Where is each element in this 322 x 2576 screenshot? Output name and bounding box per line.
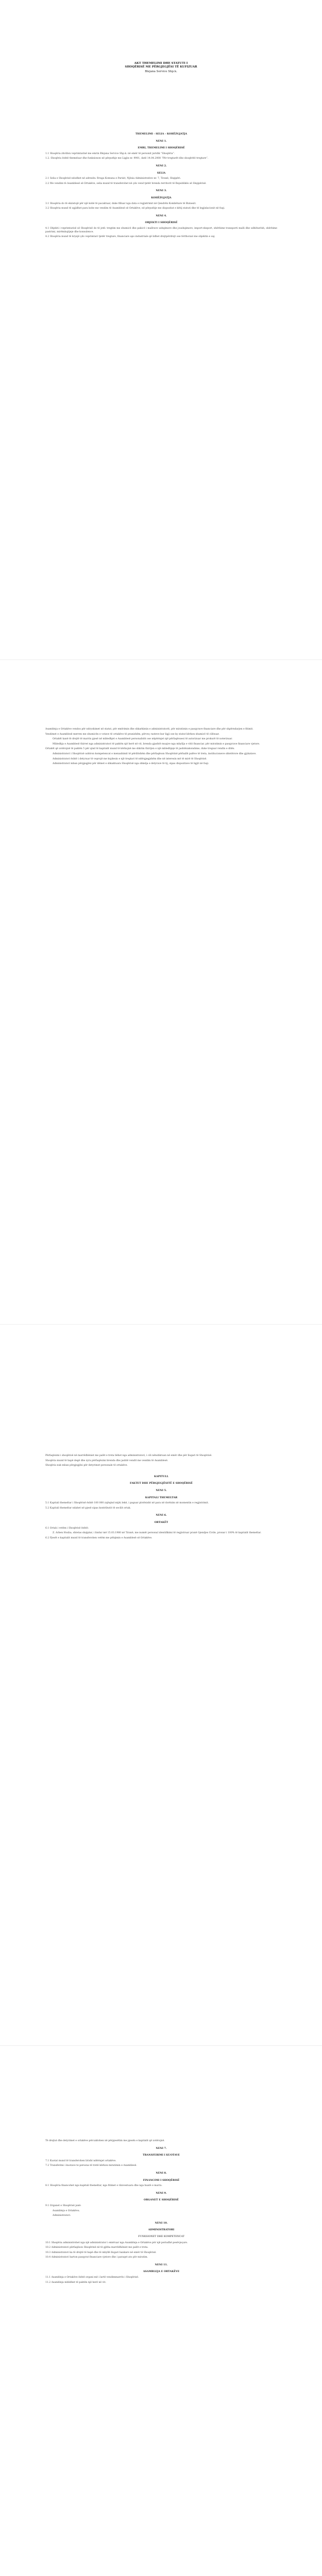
section-title: THEMELIMI - SELIA - KOHËZGJATJA — [135, 132, 188, 135]
title-line-1: AKT THEMELIMI DHE STATUTI I — [134, 62, 188, 65]
paragraph: 8.1 Shoqëria financohet nga kapitali themeltar, nga fitimet e riinvestuara dhe nga huatë e marra. — [45, 2184, 162, 2188]
paragraph: 10.3 Administratori ka të drejtë të hapë dhe të mbyllë llogari bankare në emër të Shoqërisë. — [45, 2251, 157, 2254]
paragraph: Asambleja e Ortakëve vendos për ndryshimet në statut, për emërimin dhe shkarkimin e administratorit, për miratimin e pasqyrave financiare dhe për shpërndarjen e fitimit. — [45, 728, 253, 731]
paragraph: 7.2 Transferimi i kuotave te persona të tretë kërkon miratimin e Asamblesë. — [45, 2164, 137, 2167]
list-item: Administratori. — [53, 2214, 71, 2217]
document-page-4 — [0, 2076, 322, 2576]
document-page-3 — [0, 1386, 322, 2046]
article-number: NENI 2. — [156, 164, 167, 167]
article-heading: KOHËZGJATJA — [151, 196, 172, 199]
article-number: NENI 11. — [155, 2263, 168, 2266]
page3-body — [45, 1453, 277, 1541]
paragraph: Shoqëria mund të hapë degë dhe zyra përfaqësimi brenda dhe jashtë vendit me vendim të Asamblesë. — [45, 1459, 168, 1462]
company-name: Blejana Service Shp.k. — [145, 70, 177, 73]
article-number: NENI 9. — [156, 2191, 167, 2195]
article-heading: ORTAKËT — [154, 1520, 168, 1524]
article-subheading: FUNKSIONET DHE KOMPETENCAT — [138, 2235, 184, 2238]
article-number: NENI 6. — [156, 1514, 167, 1517]
chapter-label: KAPITULL — [154, 1475, 169, 1478]
page4-body — [45, 2138, 277, 2286]
article-number: NENI 5. — [156, 1488, 167, 1492]
document-page-2 — [0, 665, 322, 1325]
paragraph: Ortakët që zotërojnë të paktën 5 për qind të kapitalit mund të kërkojnë me shkrim thirrjen e një mbledhjeje të jashtëzakonshme, duke treguar rendin e ditës. — [45, 748, 235, 751]
paragraph: 3.1 Shoqëria do të ekzistojë për një kohë të pacaktuar, duke filluar nga data e regjistrimit në Qendrën Kombëtare të Biznesit. — [45, 202, 196, 205]
paragraph: Përfaqësimi i shoqërisë në marrëdhëniet me palët e treta bëhet nga administratori, i cili nënshkruan në emër dhe për llogari të Shoqërisë. — [45, 1454, 212, 1457]
paragraph: Të drejtat dhe detyrimet e ortakëve përcaktohen në përpjesëtim me pjesën e kapitalit që zotërojnë. — [45, 2140, 165, 2142]
paragraph: 4.2 Shoqëria mund të kryejë çdo veprimtari tjetër tregtare, financiare apo industriale që lidhet drejtpërdrejt ose tërthorazi me objektin e saj. — [45, 235, 215, 239]
paragraph: Mbledhja e Asamblesë thirret nga administratori të paktën një herë në vit, brenda gjashtë muajve nga mbyllja e vitit financiar, për miratimin e pasqyrave financiare vjetore. — [53, 742, 260, 745]
paragraph: Administratori mban përgjegjësi për dëmet e shkaktuara Shoqërisë nga shkelja e detyrave të tij, sipas dispozitave të ligjit në fuqi. — [53, 762, 209, 766]
article-heading: EMRI, THEMELIMI I SHOQËRISË — [138, 146, 185, 150]
article-heading: FINANCIMI I SHOQËRISË — [143, 2178, 180, 2182]
paragraph: 2.1 Selia e Shoqërisë ndodhet në adresën: Rruga Komuna e Parisit, Njësia Administrative nr. 7, Tiranë, Shqipëri. — [45, 177, 181, 180]
paragraph: 5.1 Kapitali themeltar i Shoqërisë është 100 000 (njëqind mijë) lekë, i paguar plotësisht në para në dorëzim në momentin e regjistrimit. — [45, 1502, 209, 1505]
paragraph: 9.1 Organet e Shoqërisë janë: — [45, 2204, 81, 2207]
paragraph: 1.2. Shoqëria është themeluar dhe funksionon në përputhje me Ligjin nr. 9901, datë 14.04.2008 “Për tregtarët dhe shoqëritë tregtare”. — [45, 157, 209, 160]
article-number: NENI 4. — [156, 214, 167, 217]
paragraph: 11.2 Asambleja mblidhet të paktën një herë në vit. — [45, 2281, 106, 2284]
document-page-1 — [0, 0, 322, 660]
paragraph: Vendimet e Asamblesë merren me shumicën e votave të ortakëve të pranishëm, përveç rasteve kur ligji ose ky statut kërkon shumicë të cilësuar. — [45, 733, 219, 736]
paragraph: Shoqëria nuk mban përgjegjësi për detyrimet personale të ortakëve. — [45, 1464, 128, 1467]
article-number: NENI 8. — [156, 2171, 167, 2175]
paragraph: 4.1 Objekti i veprimtarisë së Shoqërisë do të jetë: tregtim me shumicë dhe pakicë i mallrave ushqimore dhe joushqimore, import-eksport, shërbime transporti malli dhe udhëtarësh, shërbime pastrimi, mirëmbajtjeje dhe konsulence. — [45, 227, 277, 233]
article-heading: ADMINISTRATORI — [148, 2228, 175, 2232]
chapter-heading: FAKTET DHE PËRGJEGJËSITË E SHOQËRISË — [129, 1482, 193, 1485]
paragraph: 6.2 Pjesët e kapitalit mund të transferohen vetëm me pëlqimin e Asamblesë së Ortakëve. — [45, 1536, 152, 1539]
article-number: NENI 10. — [155, 2221, 168, 2225]
article-heading: SELIA — [157, 171, 166, 175]
paragraph: 11.1 Asambleja e Ortakëve është organi më i lartë vendimmarrës i Shoqërisë. — [45, 2276, 139, 2279]
article-number: NENI 1. — [156, 139, 167, 143]
paragraph: 10.2 Administratori përfaqëson Shoqërinë në të gjitha marrëdhëniet me palët e treta. — [45, 2246, 148, 2249]
paragraph: Administratori është i detyruar të veprojë me kujdesin e një tregtari të ndërgjegjshëm dhe në interesin më të mirë të Shoqërisë. — [53, 757, 207, 760]
article-number: NENI 3. — [156, 189, 167, 193]
paragraph: 10.1 Shoqëria administrohet nga një administrator i emëruar nga Asambleja e Ortakëve për një periudhë pesëvjeçare. — [45, 2241, 188, 2244]
paragraph: 10.4 Administratori harton pasqyrat financiare vjetore dhe i paraqet ato për miratim. — [45, 2256, 148, 2259]
article-number: NENI 7. — [156, 2146, 167, 2150]
paragraph: 3.2 Shoqëria mund të zgjidhet para kohe me vendim të Asamblesë së Ortakëve, në përputhje me dispozitat e këtij statuti dhe të legjislacionit në fuqi. — [45, 207, 225, 210]
document-title-block — [93, 62, 229, 74]
paragraph: 2.2 Me vendim të Asamblesë së Ortakëve, selia mund të transferohet në çdo vend tjetër brenda territorit të Republikës së Shqipërisë. — [45, 182, 207, 185]
article-heading: OBJEKTI I SHOQËRISË — [145, 221, 178, 225]
list-item: Asambleja e Ortakëve; — [53, 2209, 80, 2212]
title-line-2: SHOQËRISË ME PËRGJEGJËSI TË KUFIZUAR — [125, 65, 197, 69]
paragraph: Ortakët kanë të drejtë të marrin pjesë në mbledhjet e Asamblesë personalisht ose nëpërmjet një përfaqësuesi të autorizuar me prokurë të noterizuar. — [53, 738, 233, 741]
article-heading: TRANSFERIMI I KUOTAVE — [143, 2154, 180, 2157]
paragraph: 6.1 Ortak i vetëm i Shoqërisë është: — [45, 1527, 89, 1530]
paragraph: 7.1 Kuotat mund të transferohen lirisht ndërmjet ortakëve. — [45, 2159, 116, 2162]
paragraph: Administratori i Shoqërisë ushtron kompetencat e menaxhimit të përditshëm dhe përfaqëson Shoqërinë përballë palëve të treta, institucioneve shtetërore dhe gjykatave. — [53, 752, 257, 755]
article-heading: KAPITALI THEMELTAR — [145, 1496, 178, 1499]
article-heading: ASAMBLEJA E ORTAKËVE — [143, 2270, 180, 2274]
page2-body — [45, 726, 277, 768]
paragraph: Z. Arben Hoxha, shtetas shqiptar, i lindur më 15.03.1980 në Tiranë, me numër personal identifikimi të regjistruar pranë Gjendjes Civile, pronar i 100% të kapitalit themeltar. — [53, 1532, 262, 1535]
article-heading: ORGANET E SHOQËRISË — [144, 2198, 179, 2202]
paragraph: 5.2 Kapitali themeltar ndahet në pjesë sipas kontributit të secilit ortak. — [45, 1506, 131, 1510]
paragraph: 1.1 Shoqëria zhvillon veprimtarinë me emrin Blejana Service Shp.k. në emër të personit juridik “Shoqëria”. — [45, 152, 175, 155]
page1-body — [45, 129, 277, 241]
